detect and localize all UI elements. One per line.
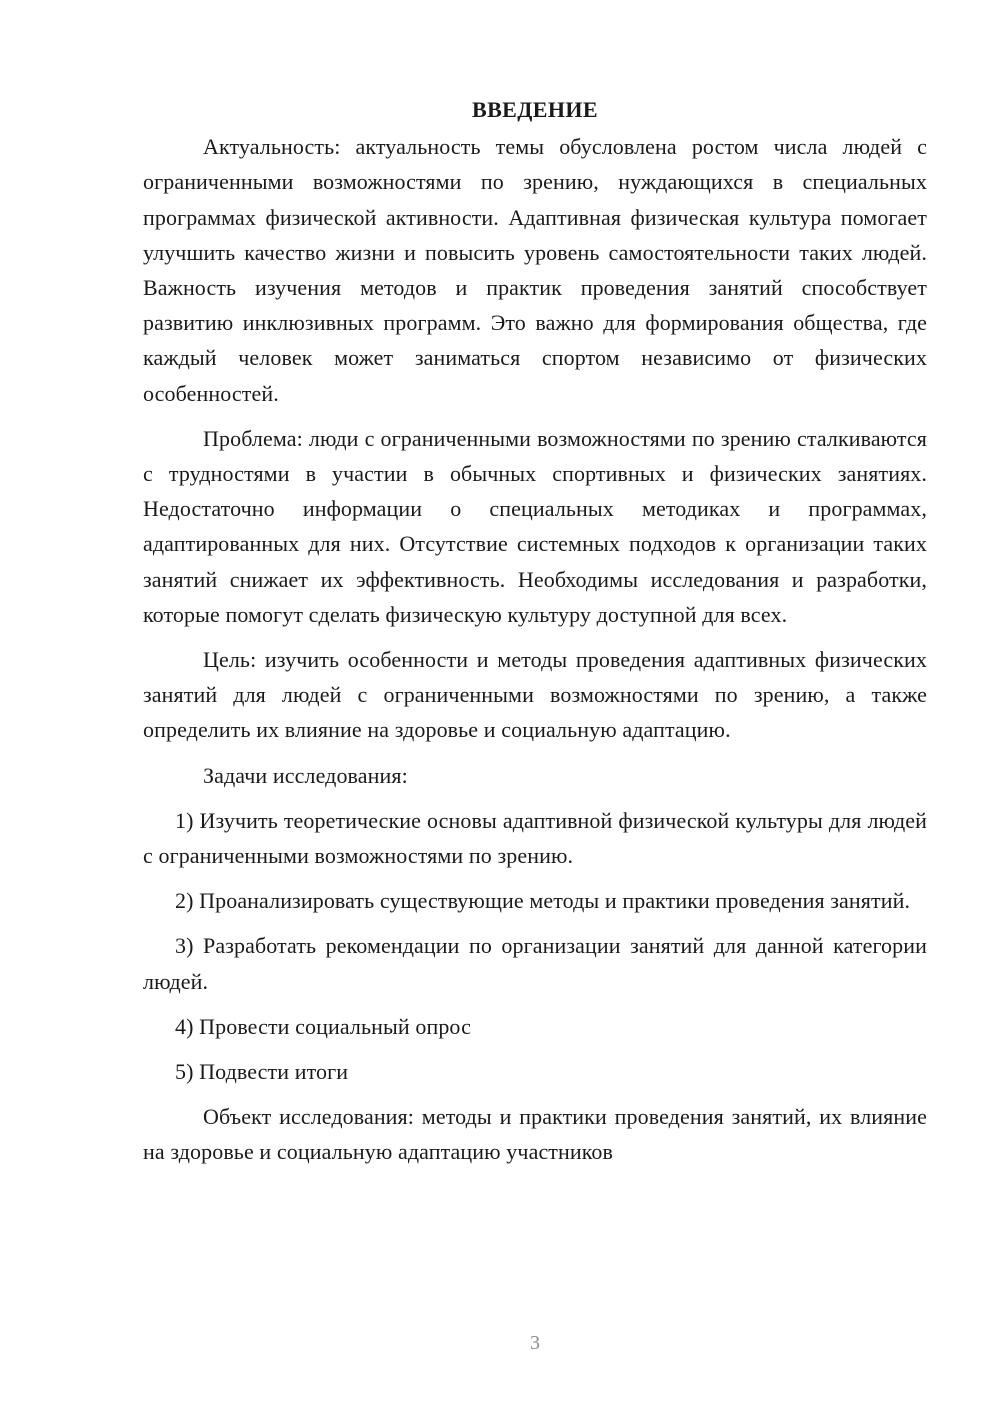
tasks-heading: Задачи исследования: <box>203 762 408 788</box>
paragraph-problem: Проблема: люди с ограниченными возможностями по зрению сталкиваются с трудностями в участии в обычных спортивных и физических занятиях. Недостаточно информации о специальных методиках и программах, адаптированных для них. Отсутствие системных подходов к организации таких занятий снижает их эффективность. Необходимы исследования и разработки, которые помогут сделать физическую культуру доступной для всех. <box>143 425 927 627</box>
paragraph-goal: Цель: изучить особенности и методы проведения адаптивных физических занятий для людей с ограниченными возможностями по зрению, а также определить их влияние на здоровье и социальную адаптацию. <box>143 647 927 743</box>
section-title: ВВЕДЕНИЕ <box>472 97 598 122</box>
task-item-1: 1) Изучить теоретические основы адаптивной физической культуры для людей с ограниченными возможностями по зрению. <box>143 807 927 869</box>
task-item-2: 2) Проанализировать существующие методы и практики проведения занятий. <box>175 888 911 914</box>
paragraph-object: Объект исследования: методы и практики проведения занятий, их влияние на здоровье и социальную адаптацию участников <box>143 1104 927 1165</box>
task-item-3: 3) Разработать рекомендации по организации занятий для данной категории людей. <box>143 933 927 994</box>
page-content <box>143 92 927 1180</box>
page-number: 3 <box>530 1332 540 1354</box>
paragraph-relevance: Актуальность: актуальность темы обусловлена ростом числа людей с ограниченными возможностями по зрению, нуждающихся в специальных программах физической активности. Адаптивная физическая культура помогает улучшить качество жизни и повысить уровень самостоятельности таких людей. Важность изучения методов и практик проведения занятий способствует развитию инклюзивных программ. Это важно для формирования общества, где каждый человек может заниматься спортом независимо от физических особенностей. <box>143 134 927 406</box>
task-item-4: 4) Провести социальный опрос <box>175 1013 471 1039</box>
task-item-5: 5) Подвести итоги <box>175 1059 349 1085</box>
